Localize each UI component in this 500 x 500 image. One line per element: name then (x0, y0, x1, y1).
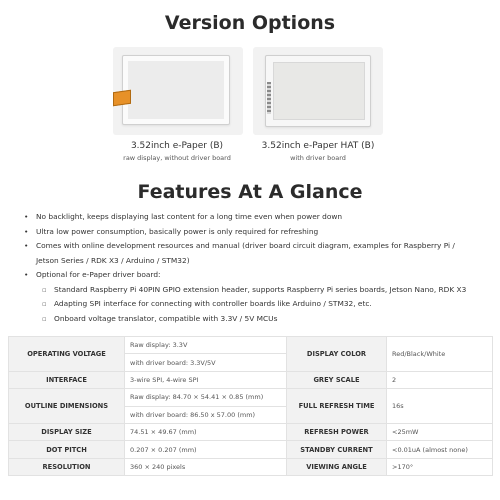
fpc-connector (113, 90, 131, 107)
spec-value: 360 × 240 pixels (125, 458, 287, 475)
feature-item: • Optional for e-Paper driver board: (24, 268, 494, 283)
spec-value: Red/Black/White (387, 337, 493, 372)
spec-label: FULL REFRESH TIME (287, 389, 387, 424)
spec-value: 2 (387, 371, 493, 388)
feature-sub-item: ▫ Onboard voltage translator, compatible with 3.3V / 5V MCUs (24, 312, 494, 327)
spec-label: RESOLUTION (9, 458, 125, 475)
feature-sub-item: ▫ Adapting SPI interface for connecting with controller boards like Arduino / STM32, etc. (24, 297, 494, 312)
product-image-epaper-hat-b[interactable] (253, 47, 383, 135)
product-image-epaper-b[interactable] (113, 47, 243, 135)
table-row (9, 371, 493, 388)
spec-value: >170° (387, 458, 493, 475)
spec-label: GREY SCALE (287, 371, 387, 388)
table-row (9, 441, 493, 458)
spec-table (8, 336, 493, 476)
spec-value: with driver board: 3.3V/5V (125, 354, 287, 371)
feature-sub-item: ▫ Standard Raspberry Pi 40PIN GPIO extension header, supports Raspberry Pi series boards, Jetson Nano, RDK X3 (24, 283, 494, 298)
features-title: Features At A Glance (137, 181, 363, 203)
product-description: with driver board (290, 154, 346, 162)
spec-value: <25mW (387, 423, 493, 440)
table-row (9, 458, 493, 475)
spec-value: 0.207 × 0.207 (mm) (125, 441, 287, 458)
product-caption-a (102, 141, 252, 162)
spec-value: 3-wire SPI, 4-wire SPI (125, 371, 287, 388)
table-row (9, 389, 493, 406)
feature-item-continuation: Jetson Series / RDK X3 / Arduino / STM32) (36, 255, 190, 265)
feature-item: • Comes with online development resources and manual (driver board circuit diagram, examples for Raspberry Pi / (24, 239, 494, 254)
spec-value: 74.51 × 49.67 (mm) (125, 423, 287, 440)
spec-value: Raw display: 3.3V (125, 337, 287, 354)
table-row (9, 423, 493, 440)
spec-label: OUTLINE DIMENSIONS (9, 389, 125, 424)
gpio-header (267, 82, 271, 114)
epaper-hat-board (265, 55, 371, 127)
spec-label: DOT PITCH (9, 441, 125, 458)
spec-value: <0.01uA (almost none) (387, 441, 493, 458)
spec-label: OPERATING VOLTAGE (9, 337, 125, 372)
product-name: 3.52inch e-Paper HAT (B) (261, 141, 375, 151)
product-caption-b (243, 141, 393, 162)
spec-label: VIEWING ANGLE (287, 458, 387, 475)
epaper-panel (122, 55, 230, 125)
table-row (9, 337, 493, 354)
spec-label: DISPLAY COLOR (287, 337, 387, 372)
epaper-screen (273, 62, 365, 120)
spec-label: REFRESH POWER (287, 423, 387, 440)
feature-item: • Ultra low power consumption, basically power is only required for refreshing (24, 225, 494, 240)
spec-label: STANDBY CURRENT (287, 441, 387, 458)
version-options-title: Version Options (164, 12, 336, 34)
product-description: raw display, without driver board (123, 154, 231, 162)
feature-item: • No backlight, keeps displaying last content for a long time even when power down (24, 210, 494, 225)
spec-label: INTERFACE (9, 371, 125, 388)
spec-label: DISPLAY SIZE (9, 423, 125, 440)
product-name: 3.52inch e-Paper (B) (130, 141, 224, 151)
feature-list (24, 210, 494, 326)
spec-value: with driver board: 86.50 x 57.00 (mm) (125, 406, 287, 423)
spec-value: Raw display: 84.70 × 54.41 × 0.85 (mm) (125, 389, 287, 406)
spec-value: 16s (387, 389, 493, 424)
epaper-screen (128, 61, 224, 119)
